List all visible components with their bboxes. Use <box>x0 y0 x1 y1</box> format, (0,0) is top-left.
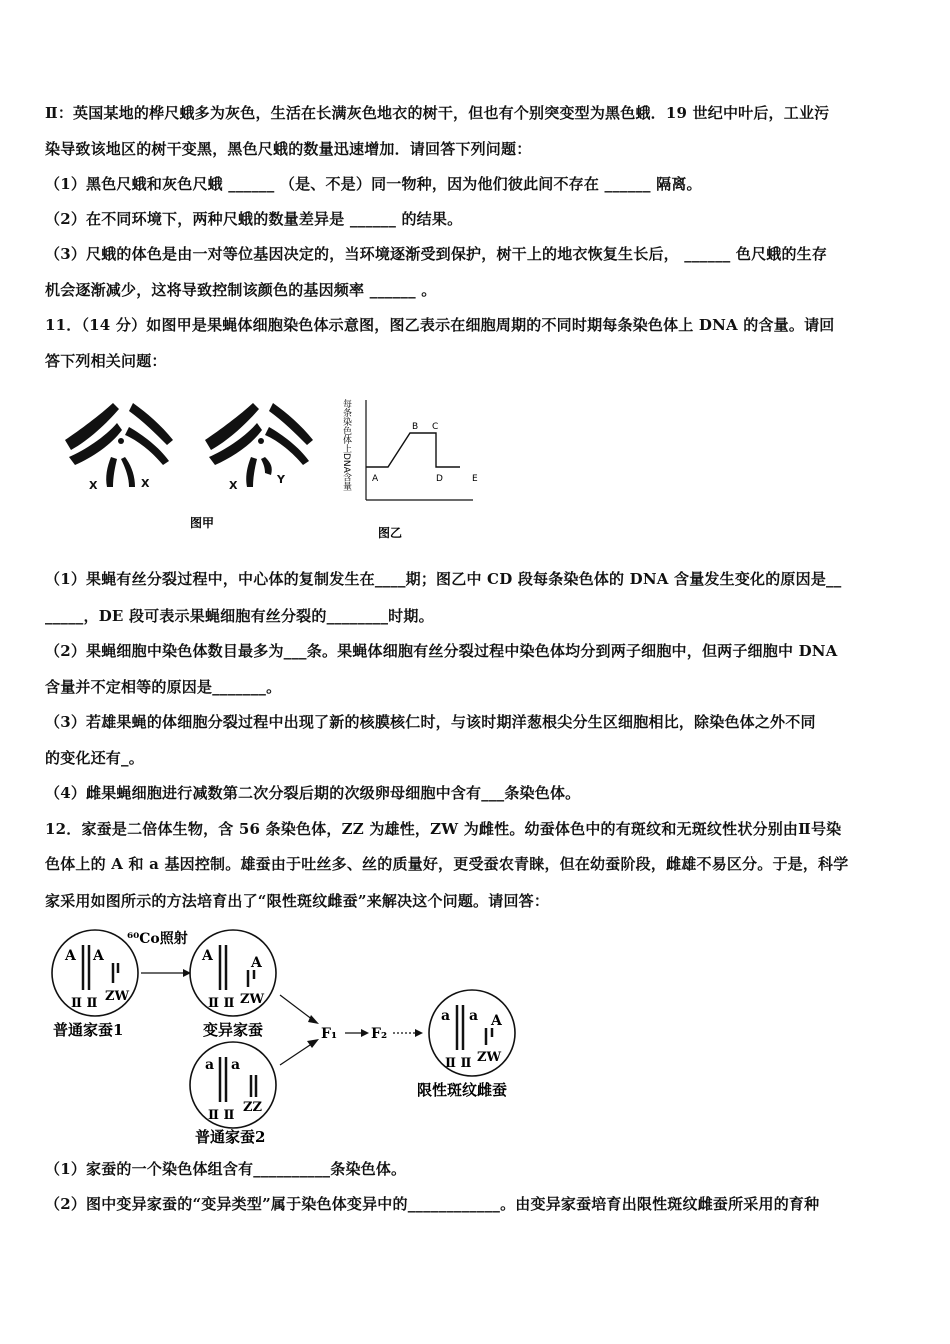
q12-part2: （2）图中变异家蚕的“变异类型”属于染色体变异中的____________。由变异家蚕培育出限性斑纹雌蚕所采用的育种 <box>45 1195 820 1213</box>
result-gene-a2: a <box>469 1008 479 1024</box>
silkworm2-label: 普通家蚕2 <box>195 1128 266 1146</box>
result-gene-a1: a <box>441 1008 451 1024</box>
figure-jia-caption: 图甲 <box>190 516 215 530</box>
f2-label: F₂ <box>371 1026 388 1042</box>
cell1-chromosomes <box>65 403 173 492</box>
silkworm1-gene-a1: A <box>65 948 76 964</box>
mutant-cell <box>190 930 276 1016</box>
result-label: 限性斑纹雌蚕 <box>417 1081 508 1099</box>
figure-silkworm-breeding <box>45 925 545 1150</box>
silkworm2-chr-ii: Ⅱ Ⅱ <box>208 1108 235 1123</box>
q11-stem-line2: 答下列相关问题： <box>45 352 167 370</box>
result-zw: ZW <box>477 1050 502 1065</box>
q12-stem-line2: 色体上的 A 和 a 基因控制。雄蚕由于吐丝多、丝的质量好，更受蚕农青睐，但在幼蚕阶段，雌雄不易区分。于是，科学 <box>45 855 849 873</box>
result-gene-a-big: A <box>491 1013 502 1029</box>
f1-label: F₁ <box>321 1026 338 1042</box>
q11-part3-line2: 的变化还有_。 <box>45 749 144 767</box>
q11-part1-line1: （1）果蝇有丝分裂过程中，中心体的复制发生在____期；图乙中 CD 段每条染色体的 DNA 含量发生变化的原因是__ <box>45 570 842 588</box>
cell2-label-x: X <box>229 479 238 492</box>
silkworm2-cell <box>190 1042 276 1128</box>
result-chr-ii: Ⅱ Ⅱ <box>445 1056 472 1071</box>
section-ii-intro-line2: 染导致该地区的树干变黑，黑色尺蛾的数量迅速增加．请回答下列问题： <box>45 140 532 158</box>
point-label-e: E <box>472 474 478 484</box>
figure-yi-caption: 图乙 <box>378 526 403 540</box>
q11-stem-line1: 11．（14 分）如图甲是果蝇体细胞染色体示意图，图乙表示在细胞周期的不同时期每条染色体上 DNA 的含量。请回 <box>45 316 835 334</box>
q12-stem-line1: 12．家蚕是二倍体生物，含 56 条染色体，ZZ 为雄性，ZW 为雌性。幼蚕体色中的有斑纹和无斑纹性状分别由Ⅱ号染 <box>45 820 842 838</box>
silkworm1-chr-ii: Ⅱ Ⅱ <box>71 996 98 1011</box>
q12-stem-line3: 家采用如图所示的方法培育出了“限性斑纹雌蚕”来解决这个问题。请回答： <box>45 892 550 910</box>
silkworm1-zw: ZW <box>105 989 130 1004</box>
q11-part1-line2: _____，DE 段可表示果蝇细胞有丝分裂的________时期。 <box>45 607 434 625</box>
q11-part4: （4）雌果蝇细胞进行减数第二次分裂后期的次级卵母细胞中含有___条染色体。 <box>45 784 581 802</box>
q11-part3-line1: （3）若雄果蝇的体细胞分裂过程中出现了新的核膜核仁时，与该时期洋葱根尖分生区细胞相比，除染色体之外不同 <box>45 713 816 731</box>
q11-part2-line1: （2）果蝇细胞中染色体数目最多为___条。果蝇体细胞有丝分裂过程中染色体均分到两子细胞中，但两子细胞中 DNA <box>45 642 838 660</box>
mutant-chr-ii: Ⅱ Ⅱ <box>208 996 235 1011</box>
silkworm2-gene-a1: a <box>205 1057 215 1073</box>
silkworm1-label: 普通家蚕1 <box>53 1021 124 1039</box>
point-label-b: B <box>412 422 419 432</box>
figure-yi-y-axis-label: 每条染色体上DNA含量 <box>341 399 351 491</box>
section-ii-question-3-line1: （3）尺蛾的体色是由一对等位基因决定的，当环境逐渐受到保护，树干上的地衣恢复生长后， ______ 色尺蛾的生存 <box>45 245 828 263</box>
mutant-zw: ZW <box>240 992 265 1007</box>
result-cell <box>429 990 515 1076</box>
figure-jia-chromosomes <box>55 395 330 535</box>
section-ii-question-1: （1）黑色尺蛾和灰色尺蛾 ______ （是、不是）同一物种，因为他们彼此间不存在 ______ 隔离。 <box>45 175 702 193</box>
point-label-a: A <box>372 474 379 484</box>
mutant-label: 变异家蚕 <box>203 1021 264 1039</box>
silkworm2-gene-a2: a <box>231 1057 241 1073</box>
point-label-d: D <box>436 474 443 484</box>
silkworm1-gene-a2: A <box>93 948 104 964</box>
mutant-gene-a1: A <box>202 948 213 964</box>
section-ii-question-2: （2）在不同环境下，两种尺蛾的数量差异是 ______ 的结果。 <box>45 210 463 228</box>
irradiation-label: ⁶⁰Co照射 <box>127 931 188 947</box>
point-label-c: C <box>432 422 439 432</box>
mutant-gene-a2: A <box>251 955 262 971</box>
section-ii-intro-line1: Ⅱ：英国某地的桦尺蛾多为灰色，生活在长满灰色地衣的树干，但也有个别突变型为黑色蛾．19 世纪中叶后，工业污 <box>45 104 830 122</box>
silkworm1-cell <box>52 930 138 1016</box>
section-ii-question-3-line2: 机会逐渐减少，这将导致控制该颜色的基因频率 ______ 。 <box>45 281 437 299</box>
cell1-label-x2: X <box>141 477 150 490</box>
cell1-label-x1: X <box>89 479 98 492</box>
silkworm2-zz: ZZ <box>243 1100 262 1115</box>
cell2-label-y: Y <box>277 473 285 486</box>
figure-yi-dna-graph <box>338 395 498 545</box>
q11-part2-line2: 含量并不定相等的原因是_______。 <box>45 678 282 696</box>
cell2-chromosomes <box>205 403 313 492</box>
q12-part1: （1）家蚕的一个染色体组含有__________条染色体。 <box>45 1160 407 1178</box>
